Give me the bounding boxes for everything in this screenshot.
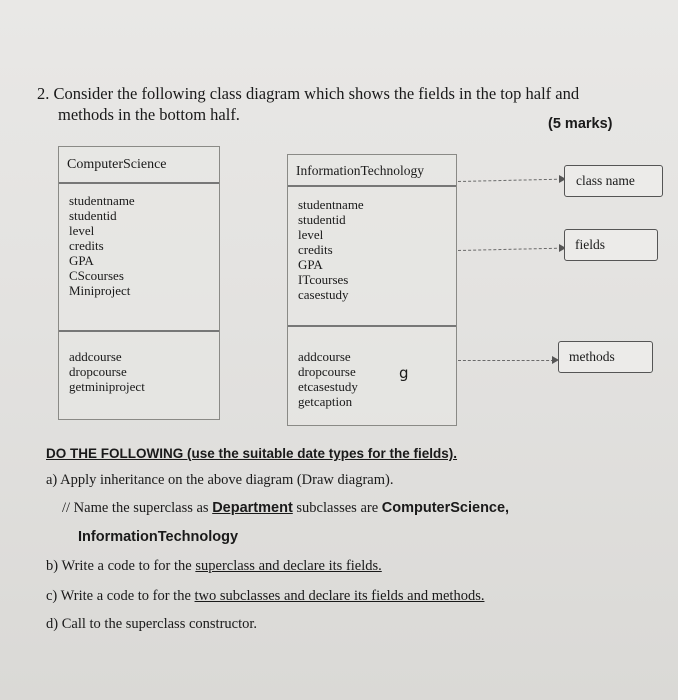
task-c [46, 588, 484, 605]
field: ITcourses [298, 272, 349, 287]
task-c-prefix: c) [46, 588, 58, 604]
task-b-underlined: superclass and declare its fields. [195, 558, 382, 574]
method: dropcourse [298, 364, 356, 379]
superclass-name: Department [212, 500, 293, 516]
stray-mark: g [399, 364, 409, 382]
fields-list [69, 193, 219, 298]
question-text-2: methods in the bottom half. [58, 105, 240, 124]
fields-list [298, 197, 456, 302]
methods-list [298, 349, 456, 409]
label-fields [564, 229, 658, 261]
class-box-informationtechnology [287, 154, 457, 426]
task-d-prefix: d) [46, 616, 59, 632]
field: studentid [298, 212, 346, 227]
class-name-pointer [458, 179, 562, 182]
label-text: fields [575, 237, 605, 252]
label-class-name [564, 165, 663, 197]
label-methods [558, 341, 653, 373]
marks-label: (5 marks) [548, 116, 613, 132]
label-text: methods [569, 349, 615, 364]
field: Miniproject [69, 283, 131, 298]
methods-pointer [458, 360, 554, 361]
task-a-prefix: a) [46, 472, 58, 488]
field: casestudy [298, 287, 349, 302]
field: studentname [298, 197, 364, 212]
field: studentid [69, 208, 117, 223]
method: etcasestudy [298, 379, 358, 394]
label-text: class name [576, 173, 635, 188]
field: studentname [69, 193, 135, 208]
divider [288, 325, 456, 327]
field: GPA [69, 253, 94, 268]
method: getminiproject [69, 379, 145, 394]
task-a-text: Apply inheritance on the above diagram (Draw diagram). [60, 472, 394, 488]
task-c-text: Write a code to for the [60, 588, 191, 604]
field: credits [298, 242, 333, 257]
task-d [46, 616, 257, 633]
task-c-underlined: two subclasses and declare its fields and methods. [194, 588, 485, 604]
class-name: InformationTechnology [296, 163, 425, 178]
field: credits [69, 238, 104, 253]
tasks-heading: DO THE FOLLOWING (use the suitable date types for the fields). [46, 446, 458, 461]
note-mid: subclasses are [296, 500, 379, 516]
task-b [46, 558, 382, 575]
task-d-text: Call to the superclass constructor. [61, 616, 258, 632]
field: CScourses [69, 268, 124, 283]
field: level [69, 223, 95, 238]
task-a-note [62, 500, 509, 517]
field: GPA [298, 257, 323, 272]
note-prefix: // Name the superclass as [62, 500, 209, 516]
method: getcaption [298, 394, 353, 409]
divider [59, 330, 219, 332]
field: level [298, 227, 324, 242]
task-b-prefix: b) [46, 558, 59, 574]
task-b-text: Write a code to for the [61, 558, 192, 574]
subclass-name-2: InformationTechnology [78, 529, 239, 545]
subclass-name-1: ComputerScience, [381, 500, 510, 516]
class-box-computerscience [58, 146, 220, 420]
method: addcourse [69, 349, 122, 364]
task-a [46, 472, 393, 489]
question-number: 2. [37, 84, 50, 103]
methods-list [69, 349, 219, 394]
method: addcourse [298, 349, 351, 364]
question-text-1: Consider the following class diagram which shows the fields in the top half and [53, 84, 580, 103]
class-name: ComputerScience [67, 157, 167, 172]
fields-pointer [458, 248, 562, 251]
question-line-1 [37, 84, 579, 104]
divider [59, 182, 219, 184]
divider [288, 185, 456, 187]
method: dropcourse [69, 364, 127, 379]
